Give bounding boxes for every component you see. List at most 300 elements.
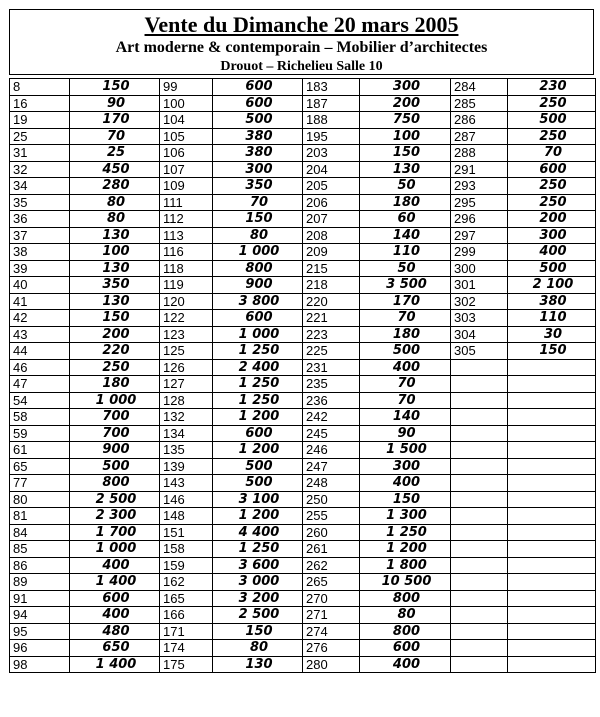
hammer-price: 3 100 <box>213 491 303 508</box>
lot-number <box>451 442 508 459</box>
hammer-price: 70 <box>360 376 451 393</box>
lot-number: 119 <box>160 277 213 294</box>
hammer-price: 350 <box>213 178 303 195</box>
hammer-price: 70 <box>360 392 451 409</box>
hammer-price: 800 <box>70 475 160 492</box>
hammer-price: 80 <box>70 194 160 211</box>
hammer-price: 80 <box>213 640 303 657</box>
hammer-price: 380 <box>213 145 303 162</box>
lot-number: 109 <box>160 178 213 195</box>
hammer-price: 2 500 <box>213 607 303 624</box>
lot-number: 295 <box>451 194 508 211</box>
hammer-price: 500 <box>70 458 160 475</box>
hammer-price: 1 200 <box>360 541 451 558</box>
hammer-price: 1 400 <box>70 574 160 591</box>
hammer-price: 70 <box>213 194 303 211</box>
hammer-price: 3 000 <box>213 574 303 591</box>
lot-number <box>451 656 508 673</box>
lot-number: 291 <box>451 161 508 178</box>
hammer-price: 900 <box>70 442 160 459</box>
hammer-price <box>508 359 596 376</box>
lot-number: 286 <box>451 112 508 129</box>
hammer-price <box>508 607 596 624</box>
hammer-price: 1 700 <box>70 524 160 541</box>
lot-number: 174 <box>160 640 213 657</box>
hammer-price: 150 <box>70 79 160 96</box>
lot-number: 40 <box>10 277 70 294</box>
lot-number: 175 <box>160 656 213 673</box>
lot-number <box>451 541 508 558</box>
hammer-price: 200 <box>508 211 596 228</box>
lot-number: 207 <box>303 211 360 228</box>
hammer-price <box>508 376 596 393</box>
lot-number: 139 <box>160 458 213 475</box>
hammer-price: 150 <box>508 343 596 360</box>
lot-number: 122 <box>160 310 213 327</box>
lot-number: 205 <box>303 178 360 195</box>
lot-number: 127 <box>160 376 213 393</box>
hammer-price: 450 <box>70 161 160 178</box>
lot-number: 265 <box>303 574 360 591</box>
hammer-price: 2 300 <box>70 508 160 525</box>
lot-number: 223 <box>303 326 360 343</box>
hammer-price: 70 <box>360 310 451 327</box>
hammer-price: 150 <box>213 211 303 228</box>
hammer-price <box>508 425 596 442</box>
lot-number: 188 <box>303 112 360 129</box>
lot-number: 80 <box>10 491 70 508</box>
hammer-price: 380 <box>508 293 596 310</box>
lot-number: 31 <box>10 145 70 162</box>
hammer-price: 110 <box>508 310 596 327</box>
hammer-price: 650 <box>70 640 160 657</box>
lot-number: 301 <box>451 277 508 294</box>
lot-number: 123 <box>160 326 213 343</box>
lot-number <box>451 458 508 475</box>
hammer-price: 1 250 <box>360 524 451 541</box>
lot-number: 195 <box>303 128 360 145</box>
lot-number <box>451 376 508 393</box>
lot-number: 44 <box>10 343 70 360</box>
hammer-price <box>508 508 596 525</box>
hammer-price: 600 <box>360 640 451 657</box>
hammer-price: 900 <box>213 277 303 294</box>
hammer-price: 250 <box>508 95 596 112</box>
table-row <box>10 607 596 624</box>
hammer-price: 60 <box>360 211 451 228</box>
lot-number: 132 <box>160 409 213 426</box>
table-row <box>10 458 596 475</box>
lot-number: 61 <box>10 442 70 459</box>
table-row <box>10 112 596 129</box>
table-row <box>10 128 596 145</box>
lot-number: 187 <box>303 95 360 112</box>
lot-number: 245 <box>303 425 360 442</box>
hammer-price: 70 <box>508 145 596 162</box>
hammer-price: 3 200 <box>213 590 303 607</box>
lot-number: 42 <box>10 310 70 327</box>
table-row <box>10 260 596 277</box>
hammer-price: 230 <box>508 79 596 96</box>
lot-number: 225 <box>303 343 360 360</box>
hammer-price <box>508 623 596 640</box>
lot-number: 220 <box>303 293 360 310</box>
lot-number <box>451 590 508 607</box>
hammer-price: 800 <box>213 260 303 277</box>
hammer-price: 600 <box>213 79 303 96</box>
hammer-price: 350 <box>70 277 160 294</box>
table-row <box>10 227 596 244</box>
lot-number <box>451 508 508 525</box>
hammer-price <box>508 557 596 574</box>
hammer-price: 600 <box>508 161 596 178</box>
hammer-price: 1 300 <box>360 508 451 525</box>
sale-title: Vente du Dimanche 20 mars 2005 <box>144 12 459 37</box>
hammer-price: 130 <box>70 227 160 244</box>
hammer-price: 150 <box>213 623 303 640</box>
hammer-price <box>508 409 596 426</box>
hammer-price: 1 250 <box>213 343 303 360</box>
hammer-price: 250 <box>508 178 596 195</box>
lot-number: 89 <box>10 574 70 591</box>
lot-number: 276 <box>303 640 360 657</box>
hammer-price: 400 <box>360 475 451 492</box>
lot-number <box>451 524 508 541</box>
hammer-price <box>508 475 596 492</box>
lot-number: 284 <box>451 79 508 96</box>
hammer-price: 1 500 <box>360 442 451 459</box>
lot-number: 165 <box>160 590 213 607</box>
lot-number: 162 <box>160 574 213 591</box>
hammer-price: 30 <box>508 326 596 343</box>
lot-number: 86 <box>10 557 70 574</box>
lot-number: 143 <box>160 475 213 492</box>
hammer-price: 180 <box>360 326 451 343</box>
hammer-price: 750 <box>360 112 451 129</box>
hammer-price: 80 <box>70 211 160 228</box>
lot-number: 250 <box>303 491 360 508</box>
hammer-price: 2 100 <box>508 277 596 294</box>
lot-number: 104 <box>160 112 213 129</box>
lot-number: 37 <box>10 227 70 244</box>
lot-number: 96 <box>10 640 70 657</box>
lot-number: 35 <box>10 194 70 211</box>
lot-number: 270 <box>303 590 360 607</box>
lot-number: 85 <box>10 541 70 558</box>
lot-number: 16 <box>10 95 70 112</box>
hammer-price: 3 800 <box>213 293 303 310</box>
lot-number: 300 <box>451 260 508 277</box>
lot-number <box>451 640 508 657</box>
lot-number: 99 <box>160 79 213 96</box>
lot-number <box>451 557 508 574</box>
lot-number: 159 <box>160 557 213 574</box>
hammer-price: 140 <box>360 227 451 244</box>
lot-number: 54 <box>10 392 70 409</box>
lot-number: 204 <box>303 161 360 178</box>
table-row <box>10 178 596 195</box>
lot-number: 166 <box>160 607 213 624</box>
lot-number <box>451 475 508 492</box>
hammer-price: 80 <box>213 227 303 244</box>
lot-number <box>451 409 508 426</box>
hammer-price: 250 <box>70 359 160 376</box>
hammer-price: 130 <box>70 260 160 277</box>
hammer-price: 600 <box>213 425 303 442</box>
lot-number: 116 <box>160 244 213 261</box>
hammer-price: 180 <box>70 376 160 393</box>
hammer-price: 800 <box>360 590 451 607</box>
lot-number: 297 <box>451 227 508 244</box>
lot-number <box>451 574 508 591</box>
lot-number: 183 <box>303 79 360 96</box>
table-row <box>10 277 596 294</box>
results-table <box>9 78 596 673</box>
lot-number: 125 <box>160 343 213 360</box>
sale-location: Drouot – Richelieu Salle 10 <box>220 59 383 74</box>
hammer-price: 1 000 <box>213 326 303 343</box>
hammer-price: 400 <box>360 656 451 673</box>
lot-number: 118 <box>160 260 213 277</box>
lot-number: 25 <box>10 128 70 145</box>
table-row <box>10 508 596 525</box>
lot-number: 296 <box>451 211 508 228</box>
table-row <box>10 376 596 393</box>
hammer-price: 500 <box>213 475 303 492</box>
lot-number: 303 <box>451 310 508 327</box>
lot-number: 218 <box>303 277 360 294</box>
hammer-price: 500 <box>508 260 596 277</box>
lot-number: 46 <box>10 359 70 376</box>
table-row <box>10 359 596 376</box>
table-row <box>10 623 596 640</box>
hammer-price <box>508 656 596 673</box>
lot-number: 120 <box>160 293 213 310</box>
hammer-price: 180 <box>360 194 451 211</box>
hammer-price: 300 <box>508 227 596 244</box>
hammer-price: 500 <box>213 112 303 129</box>
lot-number: 43 <box>10 326 70 343</box>
lot-number: 126 <box>160 359 213 376</box>
lot-number: 262 <box>303 557 360 574</box>
lot-number: 151 <box>160 524 213 541</box>
hammer-price: 700 <box>70 425 160 442</box>
hammer-price: 300 <box>360 79 451 96</box>
lot-number: 77 <box>10 475 70 492</box>
hammer-price: 400 <box>508 244 596 261</box>
lot-number: 47 <box>10 376 70 393</box>
lot-number: 299 <box>451 244 508 261</box>
table-row <box>10 310 596 327</box>
hammer-price: 1 000 <box>70 392 160 409</box>
table-row <box>10 95 596 112</box>
lot-number: 261 <box>303 541 360 558</box>
lot-number: 112 <box>160 211 213 228</box>
hammer-price: 400 <box>70 607 160 624</box>
hammer-price: 150 <box>360 491 451 508</box>
lot-number: 209 <box>303 244 360 261</box>
hammer-price: 100 <box>360 128 451 145</box>
hammer-price: 110 <box>360 244 451 261</box>
lot-number: 98 <box>10 656 70 673</box>
hammer-price: 90 <box>70 95 160 112</box>
hammer-price: 380 <box>213 128 303 145</box>
hammer-price: 3 600 <box>213 557 303 574</box>
lot-number: 215 <box>303 260 360 277</box>
hammer-price: 220 <box>70 343 160 360</box>
lot-number: 288 <box>451 145 508 162</box>
lot-number: 146 <box>160 491 213 508</box>
hammer-price: 1 000 <box>70 541 160 558</box>
hammer-price: 1 800 <box>360 557 451 574</box>
lot-number: 255 <box>303 508 360 525</box>
table-row <box>10 79 596 96</box>
lot-number: 148 <box>160 508 213 525</box>
table-row <box>10 161 596 178</box>
lot-number: 305 <box>451 343 508 360</box>
table-row <box>10 524 596 541</box>
hammer-price: 600 <box>70 590 160 607</box>
sale-subtitle: Art moderne & contemporain – Mobilier d’architectes <box>115 39 488 56</box>
table-row <box>10 590 596 607</box>
hammer-price <box>508 574 596 591</box>
lot-number: 58 <box>10 409 70 426</box>
table-row <box>10 557 596 574</box>
lot-number: 236 <box>303 392 360 409</box>
lot-number: 59 <box>10 425 70 442</box>
lot-number: 247 <box>303 458 360 475</box>
hammer-price: 280 <box>70 178 160 195</box>
lot-number: 105 <box>160 128 213 145</box>
hammer-price <box>508 524 596 541</box>
hammer-price: 300 <box>213 161 303 178</box>
hammer-price: 1 200 <box>213 508 303 525</box>
hammer-price: 130 <box>213 656 303 673</box>
lot-number: 293 <box>451 178 508 195</box>
hammer-price: 130 <box>360 161 451 178</box>
lot-number: 41 <box>10 293 70 310</box>
table-row <box>10 656 596 673</box>
lot-number: 113 <box>160 227 213 244</box>
hammer-price: 500 <box>213 458 303 475</box>
hammer-price: 500 <box>508 112 596 129</box>
hammer-price <box>508 640 596 657</box>
hammer-price <box>508 442 596 459</box>
hammer-price: 300 <box>360 458 451 475</box>
hammer-price: 150 <box>70 310 160 327</box>
hammer-price: 50 <box>360 260 451 277</box>
table-row <box>10 211 596 228</box>
table-row <box>10 343 596 360</box>
table-row <box>10 326 596 343</box>
hammer-price: 250 <box>508 194 596 211</box>
lot-number <box>451 623 508 640</box>
lot-number: 248 <box>303 475 360 492</box>
hammer-price: 10 500 <box>360 574 451 591</box>
hammer-price: 1 250 <box>213 392 303 409</box>
lot-number <box>451 359 508 376</box>
lot-number: 36 <box>10 211 70 228</box>
hammer-price: 80 <box>360 607 451 624</box>
lot-number: 95 <box>10 623 70 640</box>
table-row <box>10 244 596 261</box>
hammer-price: 1 000 <box>213 244 303 261</box>
lot-number: 242 <box>303 409 360 426</box>
lot-number: 285 <box>451 95 508 112</box>
hammer-price: 150 <box>360 145 451 162</box>
hammer-price: 1 400 <box>70 656 160 673</box>
table-row <box>10 475 596 492</box>
hammer-price: 100 <box>70 244 160 261</box>
hammer-price: 50 <box>360 178 451 195</box>
hammer-price: 1 200 <box>213 442 303 459</box>
lot-number: 206 <box>303 194 360 211</box>
lot-number: 38 <box>10 244 70 261</box>
hammer-price: 200 <box>70 326 160 343</box>
lot-number: 246 <box>303 442 360 459</box>
hammer-price: 400 <box>360 359 451 376</box>
lot-number: 235 <box>303 376 360 393</box>
table-row <box>10 145 596 162</box>
hammer-price <box>508 392 596 409</box>
lot-number: 81 <box>10 508 70 525</box>
table-row <box>10 293 596 310</box>
table-row <box>10 491 596 508</box>
lot-number: 304 <box>451 326 508 343</box>
lot-number: 221 <box>303 310 360 327</box>
table-row <box>10 409 596 426</box>
lot-number: 8 <box>10 79 70 96</box>
hammer-price <box>508 541 596 558</box>
lot-number: 84 <box>10 524 70 541</box>
lot-number: 302 <box>451 293 508 310</box>
hammer-price: 70 <box>70 128 160 145</box>
hammer-price <box>508 458 596 475</box>
table-row <box>10 442 596 459</box>
hammer-price: 600 <box>213 310 303 327</box>
lot-number: 34 <box>10 178 70 195</box>
hammer-price: 480 <box>70 623 160 640</box>
hammer-price: 90 <box>360 425 451 442</box>
hammer-price: 500 <box>360 343 451 360</box>
lot-number: 39 <box>10 260 70 277</box>
hammer-price: 1 250 <box>213 541 303 558</box>
hammer-price: 140 <box>360 409 451 426</box>
hammer-price: 2 400 <box>213 359 303 376</box>
table-row <box>10 392 596 409</box>
lot-number: 280 <box>303 656 360 673</box>
table-row <box>10 640 596 657</box>
lot-number <box>451 425 508 442</box>
lot-number: 231 <box>303 359 360 376</box>
lot-number: 111 <box>160 194 213 211</box>
lot-number: 274 <box>303 623 360 640</box>
lot-number: 208 <box>303 227 360 244</box>
hammer-price: 170 <box>360 293 451 310</box>
lot-number: 203 <box>303 145 360 162</box>
hammer-price: 3 500 <box>360 277 451 294</box>
lot-number: 260 <box>303 524 360 541</box>
hammer-price <box>508 491 596 508</box>
lot-number: 287 <box>451 128 508 145</box>
lot-number: 91 <box>10 590 70 607</box>
lot-number: 19 <box>10 112 70 129</box>
hammer-price: 800 <box>360 623 451 640</box>
hammer-price: 1 200 <box>213 409 303 426</box>
lot-number: 158 <box>160 541 213 558</box>
hammer-price: 25 <box>70 145 160 162</box>
lot-number: 106 <box>160 145 213 162</box>
